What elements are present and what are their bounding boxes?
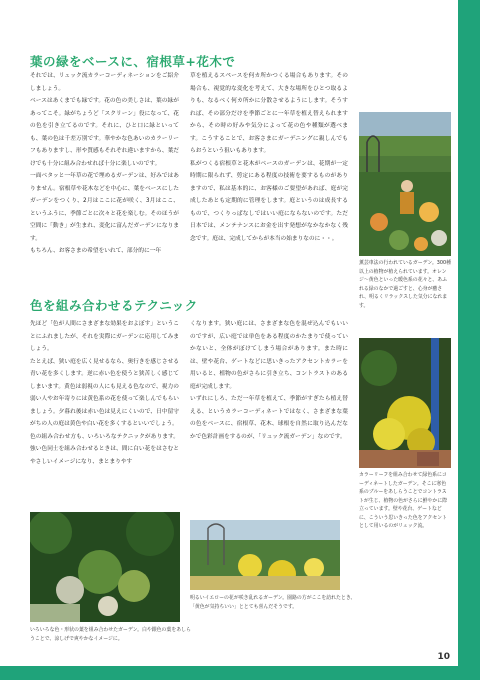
caption-right-1: 薫芸車法の行われているガーデン。300種以上の植物が植えられています。オレンジ〜黄色といった暖色系の花々と、あふれる緑のなかで過ごすと、心身が癒され、明るくリラックスした気分になれます。 xyxy=(359,260,451,309)
section1-heading: 葉の緑をベースに、宿根草+花木で xyxy=(30,54,236,69)
paragraph: それでは、リュック流カラーコーディネーションをご紹介しましょう。 xyxy=(30,73,179,92)
leaf-garden-photo xyxy=(30,512,180,622)
paragraph: 先ほど「色が人間にさまざまな効果をおよぼす」ということにふれましたが、それを実際にガーデンに応用してみましょう。 xyxy=(30,321,179,352)
paragraph: ベースはあくまでも緑です。花の色の美しさは、葉の緑があってこそ。緑がちょうど「スクリーン」役になって、花の色を引き立てるのです。それに、ひと口に緑といっても、葉の色は千差万別です。華やかな色あいのカラーリーフもありますし、形や質感もそれぞれ違いますから、葉だけでも十分に組み合わせれば十分に楽しいのです。 xyxy=(30,98,179,167)
section2-column-1 xyxy=(30,318,179,468)
paragraph: くなります。狭い庭には、さまざまな色を混ぜ込んでもいいのですが、広い庭では単色をある程度のかたまりで使っていかないと、全体がぼけてしまう場合があります。また時には、壁や花台、ゲートなどに思いきったアクセントカラーを用いると、植物の色がさらに引き立ち、コントラストのある庭が完成します。 xyxy=(190,321,348,390)
page-edge-right xyxy=(458,0,480,680)
paragraph: 草を植えるスペースを何カ所かつくる場合もあります。その場合も、視覚的な変化を考えて、大きな場所をひとつ取るよりも、なるべく何カ所かに分散させるようにします。そうすれば、その部分だけを季節ごとに一年草を植え替えられますから、その時の好みや気分によって花の色や種類が選べます。こうすることで、お客さまにガーデニングに親しんでもらおうという狙いもあります。 xyxy=(190,73,348,154)
paragraph: 私がつくる宿根草と花木がベースのガーデンは、花期が一定時期に限られず、剪定にある程度の技術を要するものがありますので、私は基本的に、お客様のご要望があれば、庭が完成したあとも定期的に管理をします。庭というのは成長するもので、つくりっぱなしではいい庭にならないのです。ただ日本では、メンテナンスにお金を出す発想がなかなかなく残念です。庭は、完成してからが本当の始まりなのに・・。 xyxy=(190,160,348,242)
paragraph: 色の組み合わせ方も、いろいろなテクニックがあります。強い色同士を組み合わせるときは、間に白い花をはさむとやさしいイメージになり、まとまりやす xyxy=(30,433,179,465)
caption-bottom-2: 明るいイエローの花が咲き乱れるガーデン。園路の方がここを訪れたとき、「黄色が気持ちいい」ととても喜んだそうです。 xyxy=(190,595,356,610)
caption-right-2: カラーリーフを組み合わせて緑色系にコーディネートしたガーデン。そこに寒色系のブルーをあしらうことでコントラストが生じ、植物の色がさらに鮮やかに際立っています。壁や花台、ゲートなどに、こういう思いきった色をアクセントとして用いるのがリュック流。 xyxy=(359,472,448,529)
yellow-flower-garden-photo xyxy=(190,520,340,590)
paragraph: もちろん、お客さまの希望をいれて、部分的に一年 xyxy=(30,248,162,254)
section1-column-2 xyxy=(190,70,348,245)
page-number: 10 xyxy=(437,652,450,662)
paragraph: 一面ベタッと一年草の花で埋めるガーデンは、好みではありません。宿根草や花木などを中心に、葉をベースにしたガーデンをつくり、2月はここに花が咲く、3月はここ、というふうに、季節ごとに次々と花を楽しむ。そのほうが空間に「動き」が生まれ、変化に富んだガーデンになります。 xyxy=(30,173,179,242)
yellow-foliage-photo xyxy=(359,338,451,468)
paragraph: いずれにしろ、ただ一年草を植えて、季節がすぎたら植え替える、というカラーコーディネートではなく、さまざまな葉の色をベースに、宿根草、花木、球根を自然に取り込んだなかで色彩計画をするのが、「リュック流ガーデン」なのです。 xyxy=(190,396,348,440)
caption-bottom-1: いろいろな色・形状の葉を組み合わせたガーデン。白や銀色の葉をあしらうことで、涼しげで爽やかなイメージに。 xyxy=(30,627,191,642)
page-edge-bottom xyxy=(0,666,480,680)
section2-column-2 xyxy=(190,318,348,443)
paragraph: たとえば、狭い庭を広く見せるなら、奥行きを感じさせる青い花を多くします。逆に赤い色を使うと狭苦しく感じてしまいます。黄色は弱視の人にも見える色なので、視力の弱い人やお年寄りには黄色系の花を使って楽しんでもらいましょう。夕暮れ後は赤い色は見えにくいので、日中留守がちの人の庭は黄色や白い花を多くするといいでしょう。 xyxy=(30,358,179,427)
section1-column-1 xyxy=(30,70,179,258)
garden-visitor-photo xyxy=(359,112,451,256)
section2-heading: 色を組み合わせるテクニック xyxy=(30,298,198,313)
